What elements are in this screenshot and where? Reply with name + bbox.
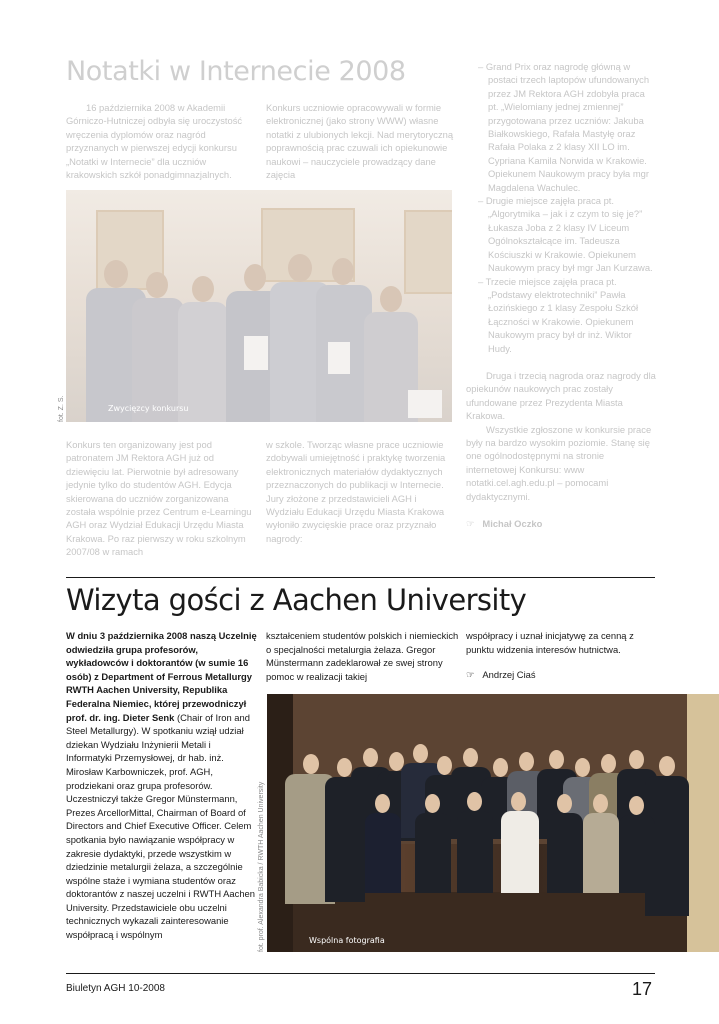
page-number: 17 xyxy=(632,979,653,999)
prize-item: – Trzecie miejsce zajęła praca pt. „Podstawy elektrotechniki” Pawła Łozińskiego z 1 klasy Zespołu Szkół Łączności w Krakowie. Opiekunem Naukowym pracy był dr inż. Wiktor Hudy. xyxy=(478,275,639,354)
article1-title: Notatki w Internecie 2008 xyxy=(66,56,406,87)
article1-right-column: – Grand Prix oraz nagrodę główną w postaci trzech laptopów ufundowanych przez JM Rektora AGH zdobyła praca pt. „Wielomiany jednej zmiennej” przygotowana przez uczniów: Jakuba Białkowskiego, Rafała Mastyłę oraz Rafała Polaka z 2 klasy XII LO im. Cypriana Kamila Norwida w Krakowie. Opiekunem Naukowym pracy była mgr Magdalena Wachulec. – Drugie miejsce zajęła praca pt. „Algorytmika – jak i z czym to się je?” Łukasza Joba z 2 klasy IV Liceum Ogólnokształcące im. Tadeusza Kościuszki w Krakowie. Opiekunem Naukowym pracy był mgr Jan Kurzawa. – Trzecie miejsce zajęła praca pt. „Podstawy elektrotechniki” Pawła Łozińskiego z 1 klasy Zespołu Szkół Łączności w Krakowie. Opiekunem Naukowym pracy był dr inż. Wiktor Hudy. Druga i trzecią nagroda oraz nagrody dla opiekunów naukowych prac zostały ufundowane przez Prezydenta Miasta Krakowa. Wszystkie zgłoszone w konkursie prace były na bardzo wysokim poziomie. Stanę się one ogólnodostępnymi na stronie internetowej Konkursu: www notatki.cel.agh.edu.pl – pomocami dydaktycznymi. ☞ Michał Oczko xyxy=(466,61,656,529)
article2-col2: kształceniem studentów polskich i niemieckich o specjalności metalurgia żelaza. Gregor Münstermann zadeklarował ze swej strony pomoc w realizacji takiej xyxy=(266,630,459,682)
article2-col3: współpracy i uznał inicjatywę za cenną z punktu widzenia interesów hutnictwa. ☞ Andrzej Ciaś xyxy=(466,629,656,682)
winners-photo-caption: Zwycięzcy konkursu xyxy=(108,404,189,413)
pointing-hand-icon: ☞ xyxy=(466,518,475,529)
winners-photo-credit: fot. Z. S. xyxy=(58,395,65,422)
pointing-hand-icon: ☞ xyxy=(466,669,475,681)
article2-title: Wizyta gości z Aachen University xyxy=(66,583,527,617)
group-photo xyxy=(267,694,719,952)
article1-col3: Konkurs ten organizowany jest pod patronatem JM Rektora AGH już od dziewięciu lat. Pierwotnie był adresowany jedynie tylko do studentów AGH. Edycja skierowana do uczniów zorganizowana została wspólnie przez Centrum e-Learningu AGH oraz Wydział Edukacji Urzędu Miasta Krakowa. Po raz pierwszy w roku szkolnym 2007/08 w ramach xyxy=(66,439,252,558)
group-photo-credit: fot. prof. Alexandra Babicka / RWTH Aachen University xyxy=(258,781,265,952)
prize-item: – Drugie miejsce zajęła praca pt. „Algorytmika – jak i z czym to się je?” Łukasza Joba z 2 klasy IV Liceum Ogólnokształcące im. Tadeusza Kościuszki w Krakowie. Opiekunem Naukowym pracy był mgr Jan Kurzawa. xyxy=(478,195,653,274)
winners-photo xyxy=(66,190,452,422)
article2-col1: W dniu 3 października 2008 naszą Uczelnię odwiedziła grupa profesorów, wykładowców i doktorantów (w sumie 16 osób) z Department of Ferrous Metallurgy RWTH Aachen University, Republika Federalna Niemiec, której przewodniczył prof. dr. ing. Dieter Senk (Chair of Iron and Steel Metallurgy). W spotkaniu wziął udział dziekan Wydziału Inżynierii Metali i Informatyki Przemysłowej, dr hab. inż. Mirosław Karbowniczek, prof. AGH, prodziekani oraz grupa profesorów. Uczestniczył także Gregor Münstermann, Prezes ArcellorMittal, Chairman of Board of Directors and Chief Executive Officer. Celem spotkania było nawiązanie współpracy w zakresie dydaktyki, przede wszystkim w dziedzinie metalurgii żelaza, a szczególnie wspólne staże i wymiana studentów oraz doktorantów z naszej uczelni i RWTH Aachen University. Przedstawiciele obu uczelni technicznych wykazali zainteresowanie współpracą i wspólnym xyxy=(66,630,257,941)
article1-col1: 16 października 2008 w Akademii Górniczo-Hutniczej odbyła się uroczystość wręczenia dyplomów oraz nagród przyznanych w pierwszej edycji konkursu „Notatki w Internecie” dla uczniów krakowskich szkół ponadgimnazjalnych. xyxy=(66,102,243,181)
section-divider xyxy=(66,577,655,578)
prize-item: – Grand Prix oraz nagrodę główną w postaci trzech laptopów ufundowanych przez JM Rektora AGH zdobyła praca pt. „Wielomiany jednej zmiennej” przygotowana przez uczniów: Jakuba Białkowskiego, Rafała Mastyłę oraz Rafała Polaka z 2 klasy XII LO im. Cypriana Kamila Norwida w Krakowie. Opiekunem Naukowym pracy była mgr Magdalena Wachulec. xyxy=(478,61,650,193)
article1-author-line: ☞ Michał Oczko xyxy=(466,518,543,529)
article2-author-line: ☞ Andrzej Ciaś xyxy=(466,669,536,681)
group-photo-caption: Wspólna fotografia xyxy=(309,936,385,945)
footer-rule xyxy=(66,973,655,974)
article1-col4: w szkole. Tworząc własne prace uczniowie zdobywali umiejętność i praktykę tworzenia elektronicznych materiałów dydaktycznych przeznaczonych do publikacji w Internecie. Jury złożone z przedstawicieli AGH i Wydziału Edukacji Urzędu Miasta Krakowa wyłoniło zwycięskie prace oraz przyznało nagrody: xyxy=(266,439,446,544)
publication-name: Biuletyn AGH 10-2008 xyxy=(66,983,165,994)
article1-col2: Konkurs uczniowie opracowywali w formie elektronicznej (jako strony WWW) własne notatki z ulubionych lekcji. Nad merytoryczną poprawnością prac czuwali ich opiekunowie naukowi – nauczyciele prowadzący dane zajęcia xyxy=(266,102,454,181)
